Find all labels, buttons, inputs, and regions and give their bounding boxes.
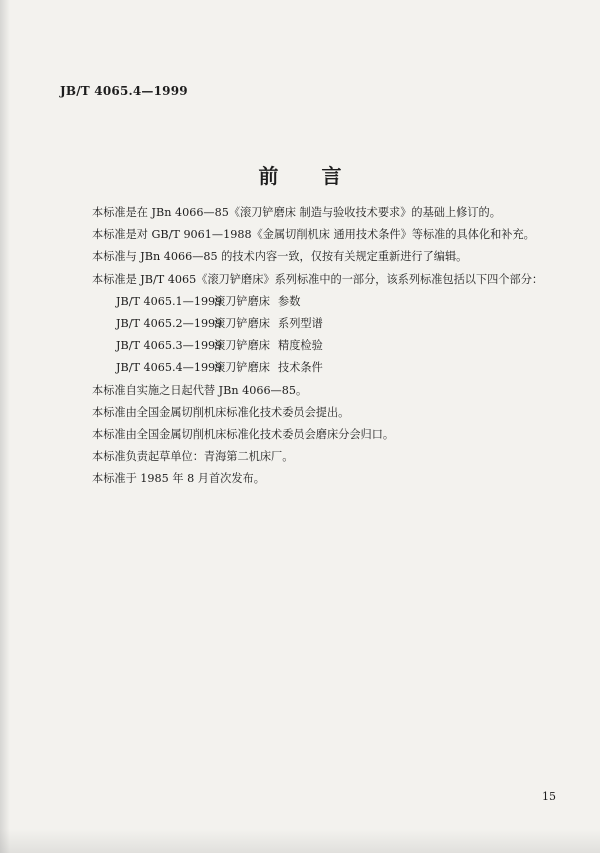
paragraph: 本标准是 JB/T 4065《滚刀铲磨床》系列标准中的一部分，该系列标准包括以下四个部分：: [92, 272, 544, 286]
paragraph: 本标准是对 GB/T 9061—1988《金属切削机床 通用技术条件》等标准的具体化和补充。: [92, 228, 535, 242]
paragraph: 本标准自实施之日起代替 JBn 4066—85。: [92, 383, 308, 397]
series-name: 滚刀铲磨床: [214, 361, 270, 375]
series-part: 参数: [278, 294, 301, 308]
paragraph: 本标准由全国金属切削机床标准化技术委员会提出。: [92, 405, 350, 419]
page-number: 15: [542, 790, 556, 803]
series-part: 精度检验: [278, 339, 323, 353]
series-code: JB/T 4065.4—1999: [116, 361, 223, 375]
document-identifier: JB/T 4065.4—1999: [60, 84, 188, 98]
series-code: JB/T 4065.1—1999: [116, 294, 223, 308]
scan-shadow-left: [0, 0, 10, 853]
series-code: JB/T 4065.3—1999: [116, 339, 223, 353]
paragraph: 本标准于 1985 年 8 月首次发布。: [92, 472, 265, 486]
series-code: JB/T 4065.2—1999: [116, 317, 223, 331]
series-list-item: [92, 291, 562, 313]
series-name: 滚刀铲磨床: [214, 294, 270, 308]
paragraph: 本标准是在 JBn 4066—85《滚刀铲磨床 制造与验收技术要求》的基础上修订的。: [92, 206, 501, 219]
paragraph: 本标准负责起草单位：青海第二机床厂。: [92, 450, 294, 464]
foreword-body: [92, 202, 562, 491]
series-list-item: [92, 357, 562, 379]
scan-shadow-bottom: [0, 829, 600, 853]
series-list-item: [92, 335, 562, 357]
paragraph: 本标准由全国金属切削机床标准化技术委员会磨床分会归口。: [92, 428, 395, 442]
series-name: 滚刀铲磨床: [214, 339, 270, 353]
series-name: 滚刀铲磨床: [214, 317, 270, 331]
series-part: 系列型谱: [278, 317, 323, 331]
series-list-item: [92, 313, 562, 335]
paragraph: 本标准与 JBn 4066—85 的技术内容一致，仅按有关规定重新进行了编辑。: [92, 250, 468, 264]
series-part: 技术条件: [278, 361, 323, 375]
page-title: 前 言: [258, 164, 360, 188]
